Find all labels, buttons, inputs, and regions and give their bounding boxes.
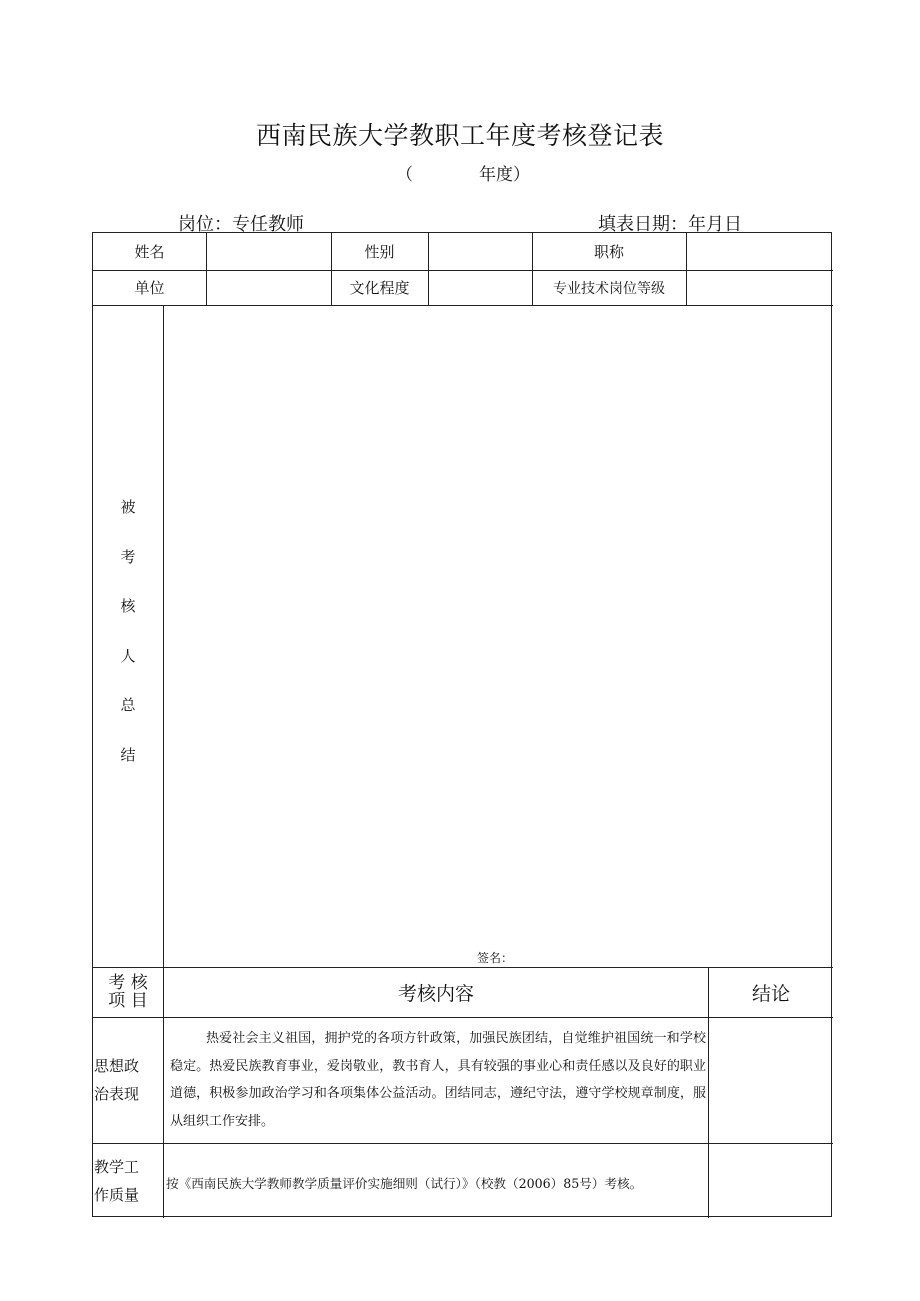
row-divider (93, 1017, 833, 1018)
unit-field[interactable] (207, 271, 330, 304)
summary-char: 被 (120, 498, 136, 516)
teaching-content: 按《西南民族大学教师教学质量评价实施细则（试行）》（校教（2006）85号）考核。 (166, 1176, 643, 1191)
post-level-field[interactable] (687, 271, 831, 304)
political-item-line2: 治表现 (94, 1085, 140, 1103)
education-field[interactable] (429, 271, 531, 304)
summary-char: 考 (120, 547, 136, 566)
teaching-result-field[interactable] (710, 1145, 831, 1216)
teaching-item-line1: 教学工 (94, 1157, 140, 1176)
row-divider (93, 1143, 833, 1144)
education-label: 文化程度 (349, 279, 410, 297)
content-header: 考核内容 (397, 982, 474, 1005)
row-divider (93, 305, 833, 306)
name-field[interactable] (207, 234, 330, 269)
summary-textarea[interactable] (165, 307, 831, 945)
teaching-item-label (93, 1143, 163, 1218)
teaching-item-line2: 作质量 (94, 1185, 140, 1204)
gender-label: 性别 (364, 243, 395, 261)
title-rank-label: 职称 (593, 243, 624, 261)
name-label: 姓名 (134, 243, 165, 261)
gender-field[interactable] (429, 234, 531, 269)
post-level-label: 专业技术岗位等级 (553, 280, 665, 297)
summary-vertical-label (93, 483, 163, 781)
summary-char: 总 (120, 696, 136, 715)
political-content: 热爱社会主义祖国，拥护党的各项方针政策，加强民族团结，自觉维护祖国统一和学校稳定。热爱民族教育事业，爱岗敬业，教书育人，具有较强的事业心和责任感以及良好的职业道德，积极参加政治学习和各项集体公益活动。团结同志，遵纪守法，遵守学校规章制度，服从组织工作安排。 (170, 1031, 706, 1130)
summary-char: 结 (120, 745, 136, 764)
political-item-label (93, 1017, 163, 1143)
fill-date-label: 填表日期：年月日 (598, 214, 742, 235)
political-result-field[interactable] (710, 1019, 831, 1141)
year-line (396, 160, 530, 185)
position-label: 岗位：专任教师 (178, 214, 304, 235)
summary-char: 核 (120, 597, 136, 616)
title-rank-field[interactable] (687, 234, 831, 269)
item-header-line2: 项 目 (108, 991, 148, 1011)
political-item-line1: 思想政 (94, 1057, 140, 1075)
result-header: 结论 (751, 982, 790, 1005)
item-header (93, 967, 163, 1017)
form-title: 西南民族大学教职工年度考核登记表 (255, 121, 664, 150)
summary-char: 人 (120, 646, 136, 665)
year-label: 年度） (479, 165, 530, 185)
registration-table (92, 232, 832, 1217)
col-divider (163, 305, 164, 1218)
year-open-paren: （ (396, 165, 413, 185)
signature-label: 签名： (477, 951, 514, 965)
item-header-line1: 考 核 (108, 973, 148, 993)
unit-label: 单位 (134, 279, 165, 297)
